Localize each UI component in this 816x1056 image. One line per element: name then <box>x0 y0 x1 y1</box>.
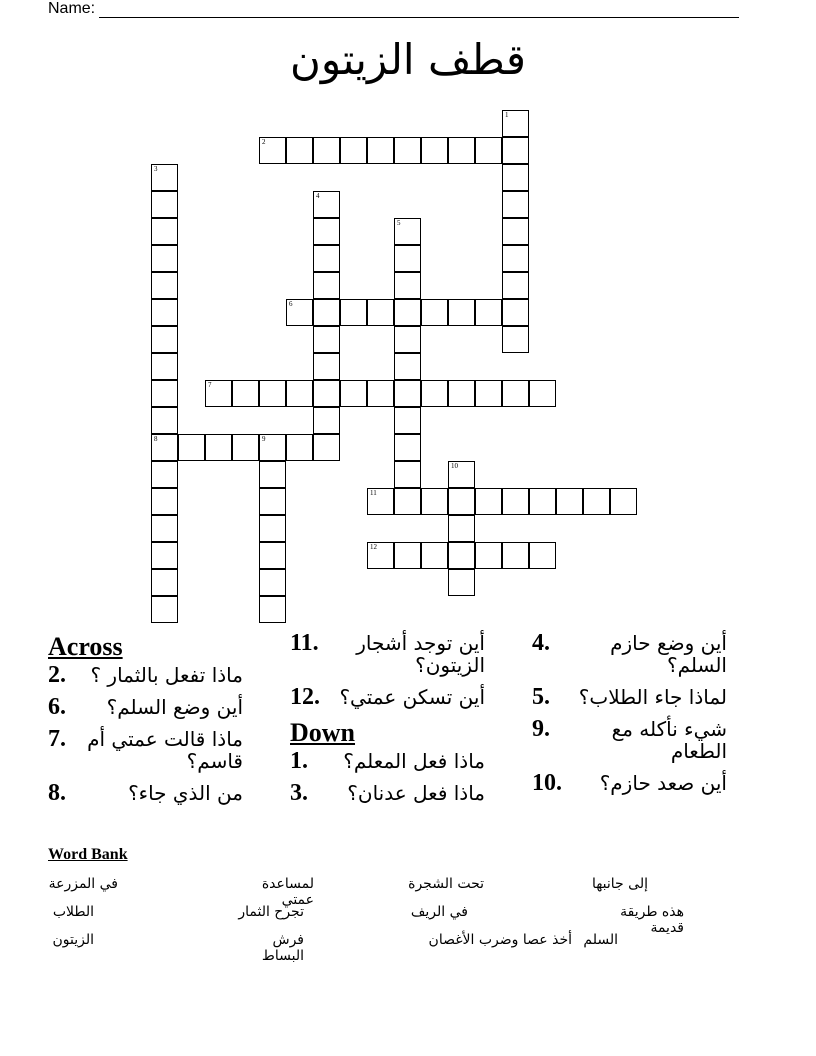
clue-number: 1 <box>505 111 509 119</box>
grid-cell[interactable] <box>151 164 178 191</box>
grid-cell[interactable] <box>340 299 367 326</box>
grid-cell[interactable] <box>259 488 286 515</box>
grid-cell[interactable] <box>394 218 421 245</box>
grid-cell[interactable] <box>394 434 421 461</box>
page-title: قطف الزيتون <box>290 35 526 84</box>
grid-cell[interactable] <box>259 542 286 569</box>
grid-cell[interactable] <box>151 434 178 461</box>
grid-cell[interactable] <box>259 596 286 623</box>
grid-cell[interactable] <box>448 137 475 164</box>
grid-cell[interactable] <box>151 407 178 434</box>
grid-cell[interactable] <box>340 137 367 164</box>
grid-cell[interactable] <box>556 488 583 515</box>
grid-cell[interactable] <box>340 380 367 407</box>
grid-cell[interactable] <box>151 461 178 488</box>
name-label: Name: <box>48 0 96 17</box>
clue-down-1: 1. ماذا فعل المعلم؟ <box>290 748 485 774</box>
word-bank-item: فرش البساط <box>261 932 304 964</box>
grid-cell[interactable] <box>448 461 475 488</box>
grid-cell[interactable] <box>394 353 421 380</box>
grid-cell[interactable] <box>502 245 529 272</box>
grid-cell[interactable] <box>313 326 340 353</box>
grid-cell[interactable] <box>394 272 421 299</box>
grid-cell[interactable] <box>421 542 448 569</box>
grid-cell[interactable] <box>394 542 421 569</box>
across-heading: Across <box>48 632 123 661</box>
word-bank-item: الزيتون <box>52 932 94 948</box>
grid-cell[interactable] <box>178 434 205 461</box>
grid-cell[interactable] <box>502 542 529 569</box>
clue-number: 11 <box>370 489 377 497</box>
grid-cell[interactable] <box>313 218 340 245</box>
grid-cell[interactable] <box>259 515 286 542</box>
grid-cell[interactable] <box>259 569 286 596</box>
grid-cell[interactable] <box>313 434 340 461</box>
grid-cell[interactable] <box>151 326 178 353</box>
clue-down-5: 5. لماذا جاء الطلاب؟ <box>532 684 727 710</box>
grid-cell[interactable] <box>151 569 178 596</box>
clues-column-3 <box>532 632 767 804</box>
grid-cell[interactable] <box>394 299 421 326</box>
grid-cell[interactable] <box>394 461 421 488</box>
grid-cell[interactable] <box>475 542 502 569</box>
grid-cell[interactable] <box>421 137 448 164</box>
grid-cell[interactable] <box>286 380 313 407</box>
grid-cell[interactable] <box>529 542 556 569</box>
clue-number: 12 <box>370 543 377 551</box>
grid-cell[interactable] <box>394 380 421 407</box>
grid-cell[interactable] <box>259 137 286 164</box>
grid-cell[interactable] <box>286 137 313 164</box>
grid-cell[interactable] <box>259 434 286 461</box>
grid-cell[interactable] <box>151 488 178 515</box>
grid-cell[interactable] <box>502 164 529 191</box>
grid-cell[interactable] <box>151 245 178 272</box>
grid-cell[interactable] <box>151 272 178 299</box>
grid-cell[interactable] <box>448 380 475 407</box>
clue-across-11: 11. أين توجد أشجار الزيتون؟ <box>290 630 485 677</box>
clue-across-8: 8. من الذي جاء؟ <box>48 780 243 806</box>
grid-cell[interactable] <box>421 488 448 515</box>
down-heading: Down <box>290 718 356 747</box>
grid-cell[interactable] <box>367 299 394 326</box>
word-bank-item: تحت الشجرة <box>408 876 484 892</box>
grid-cell[interactable] <box>421 380 448 407</box>
grid-cell[interactable] <box>313 380 340 407</box>
grid-cell[interactable] <box>502 299 529 326</box>
clue-across-6: 6. أين وضع السلم؟ <box>48 694 243 720</box>
grid-cell[interactable] <box>313 245 340 272</box>
grid-cell[interactable] <box>367 137 394 164</box>
clue-down-10: 10. أين صعد حازم؟ <box>532 770 727 796</box>
grid-cell[interactable] <box>259 380 286 407</box>
grid-cell[interactable] <box>151 596 178 623</box>
grid-cell[interactable] <box>205 380 232 407</box>
clue-number: 10 <box>451 462 458 470</box>
clue-down-3: 3. ماذا فعل عدنان؟ <box>290 780 485 806</box>
grid-cell[interactable] <box>448 515 475 542</box>
grid-cell[interactable] <box>583 488 610 515</box>
grid-cell[interactable] <box>502 218 529 245</box>
word-bank-item: هذه طريقة قديمة <box>620 904 684 936</box>
grid-cell[interactable] <box>259 461 286 488</box>
word-bank-item: الطلاب <box>52 904 94 920</box>
grid-cell[interactable] <box>394 488 421 515</box>
grid-cell[interactable] <box>502 488 529 515</box>
clue-down-9: 9. شيء نأكله مع الطعام <box>532 716 727 763</box>
grid-cell[interactable] <box>313 191 340 218</box>
grid-cell[interactable] <box>448 488 475 515</box>
grid-cell[interactable] <box>313 353 340 380</box>
clue-number: 2 <box>262 138 266 146</box>
grid-cell[interactable] <box>448 569 475 596</box>
grid-cell[interactable] <box>313 272 340 299</box>
grid-cell[interactable] <box>367 542 394 569</box>
grid-cell[interactable] <box>502 380 529 407</box>
grid-cell[interactable] <box>151 542 178 569</box>
grid-cell[interactable] <box>151 353 178 380</box>
word-bank-item: تجرح الثمار <box>238 904 304 920</box>
grid-cell[interactable] <box>286 434 313 461</box>
grid-cell[interactable] <box>313 407 340 434</box>
grid-cell[interactable] <box>475 488 502 515</box>
grid-cell[interactable] <box>394 326 421 353</box>
grid-cell[interactable] <box>448 299 475 326</box>
word-bank-item: السلم <box>583 932 618 948</box>
word-bank-item: إلى جانبها <box>591 876 648 892</box>
grid-cell[interactable] <box>610 488 637 515</box>
clue-number: 8 <box>154 435 158 443</box>
clue-number: 7 <box>208 381 212 389</box>
grid-cell[interactable] <box>394 245 421 272</box>
grid-cell[interactable] <box>151 191 178 218</box>
grid-cell[interactable] <box>529 380 556 407</box>
clue-across-2: 2. ماذا تفعل بالثمار ؟ <box>48 662 243 688</box>
grid-cell[interactable] <box>394 137 421 164</box>
clue-down-4: 4. أين وضع حازم السلم؟ <box>532 630 727 677</box>
grid-cell[interactable] <box>475 380 502 407</box>
clue-number: 4 <box>316 192 320 200</box>
grid-cell[interactable] <box>475 299 502 326</box>
grid-cell[interactable] <box>151 515 178 542</box>
clue-number: 6 <box>289 300 293 308</box>
grid-cell[interactable] <box>286 299 313 326</box>
clues-column-1 <box>48 632 283 814</box>
grid-cell[interactable] <box>448 542 475 569</box>
clue-across-7: 7. ماذا قالت عمتي أم قاسم؟ <box>48 726 243 773</box>
grid-cell[interactable] <box>502 191 529 218</box>
word-bank-item: في المزرعة <box>48 876 118 892</box>
grid-cell[interactable] <box>151 218 178 245</box>
grid-cell[interactable] <box>151 299 178 326</box>
grid-cell[interactable] <box>232 434 259 461</box>
grid-cell[interactable] <box>421 299 448 326</box>
grid-cell[interactable] <box>529 488 556 515</box>
clues-column-2 <box>290 632 525 814</box>
grid-cell[interactable] <box>367 488 394 515</box>
grid-cell[interactable] <box>502 110 529 137</box>
word-bank-item: أخذ عصا وضرب الأغصان <box>428 932 572 948</box>
grid-cell[interactable] <box>232 380 259 407</box>
grid-cell[interactable] <box>502 137 529 164</box>
grid-cell[interactable] <box>502 272 529 299</box>
grid-cell[interactable] <box>151 380 178 407</box>
word-bank-title: Word Bank <box>48 846 128 863</box>
grid-cell[interactable] <box>313 137 340 164</box>
grid-cell[interactable] <box>502 326 529 353</box>
grid-cell[interactable] <box>313 299 340 326</box>
grid-cell[interactable] <box>367 380 394 407</box>
grid-cell[interactable] <box>394 407 421 434</box>
clue-number: 9 <box>262 435 266 443</box>
clue-number: 3 <box>154 165 158 173</box>
clue-across-12: 12. أين تسكن عمتي؟ <box>290 684 485 710</box>
clue-number: 5 <box>397 219 401 227</box>
grid-cell[interactable] <box>205 434 232 461</box>
word-bank-item: في الريف <box>410 904 468 920</box>
grid-cell[interactable] <box>475 137 502 164</box>
word-bank-item: لمساعدة عمتي <box>261 876 314 908</box>
